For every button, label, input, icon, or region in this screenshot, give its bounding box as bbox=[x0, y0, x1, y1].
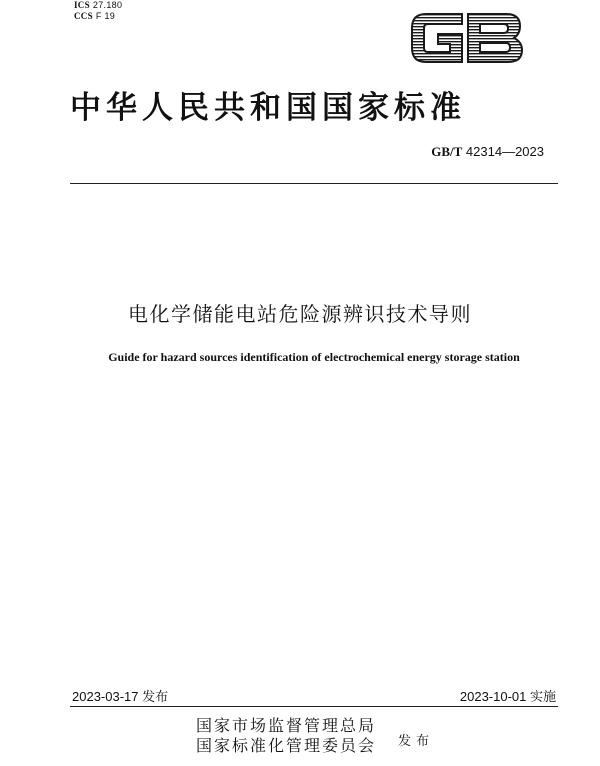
title-english: Guide for hazard sources identification of electrochemical energy storage station bbox=[108, 350, 520, 364]
effective-date: 2023-10-01 实施 bbox=[459, 689, 556, 704]
ccs-code: CCS F 19 bbox=[74, 11, 116, 21]
country-standard-title: 中华人民共和国国家标准 bbox=[70, 90, 466, 126]
issuer-samr: 国家市场监督管理总局 bbox=[196, 716, 377, 735]
header-divider bbox=[70, 183, 558, 184]
issuing-authorities bbox=[196, 716, 376, 756]
title-chinese: 电化学储能电站危险源辨识技术导则 bbox=[128, 302, 472, 326]
logo-letter-b bbox=[468, 14, 522, 62]
footer-divider bbox=[70, 706, 558, 707]
logo-letter-g bbox=[412, 14, 462, 62]
standard-number: GB/T 42314—2023 bbox=[431, 144, 544, 159]
gb-logo bbox=[406, 8, 526, 68]
classification-codes bbox=[74, 0, 122, 22]
issuer-sac: 国家标准化管理委员会 bbox=[196, 736, 377, 755]
ics-code: ICS 27.180 bbox=[74, 0, 123, 10]
publish-label: 发布 bbox=[398, 734, 435, 749]
issue-date: 2023-03-17 发布 bbox=[72, 689, 169, 704]
